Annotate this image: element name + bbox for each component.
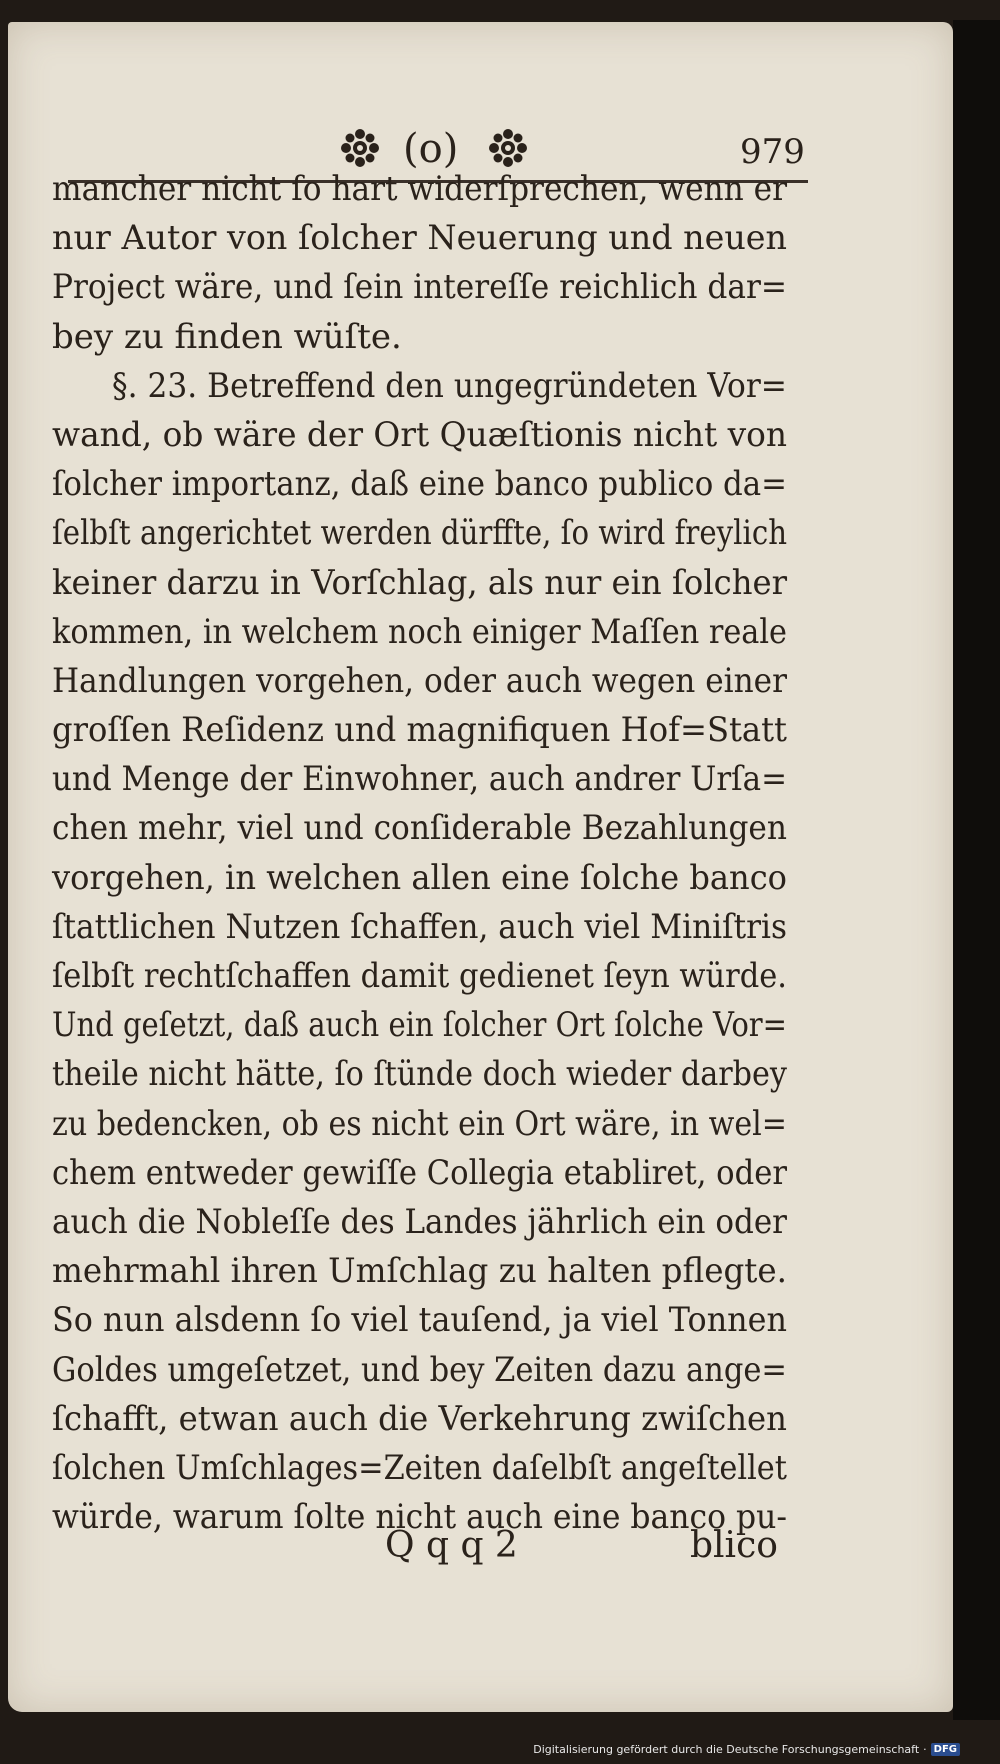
text-line: vorgehen, in welchen allen eine ſolche banco (52, 857, 787, 898)
dfg-logo: DFG (931, 1743, 960, 1756)
page-footer (60, 1525, 790, 1585)
text-line: So nun alsdenn ſo viel tauſend, ja viel Tonnen (52, 1300, 787, 1341)
body-text (52, 165, 792, 1542)
signature-mark: Q q q 2 (385, 1525, 518, 1566)
text-line: chen mehr, viel und conſiderable Bezahlungen (52, 808, 787, 849)
text-line: kommen, in welchem noch einiger Maſſen reale (52, 611, 787, 652)
text-line: ſelbſt rechtſchaffen damit gedienet ſeyn würde. (52, 956, 787, 996)
text-line: chem entweder gewiſſe Collegia etabliret, oder (52, 1152, 787, 1193)
text-line: ſolcher importanz, daß eine banco publico da= (52, 464, 787, 505)
text-line: würde, warum ſolte nicht auch eine banco pu- (52, 1497, 787, 1538)
text-line: §. 23. Betreffend den ungegründeten Vor= (112, 365, 787, 406)
header-marker: (o) (403, 126, 459, 172)
text-line: ſchafft, etwan auch die Verkehrung zwiſchen (52, 1398, 787, 1439)
catchword: blico (690, 1525, 778, 1566)
text-line: theile nicht hätte, ſo ſtünde doch wieder darbey (52, 1054, 787, 1095)
credit-separator: · (923, 1743, 927, 1756)
rosette-ornament-icon (488, 128, 528, 168)
rosette-ornament-icon (340, 128, 380, 168)
text-line: zu bedencken, ob es nicht ein Ort wäre, in wel= (52, 1103, 787, 1144)
digitization-credit (533, 1743, 960, 1756)
credit-text: Digitalisierung gefördert durch die Deutsche Forschungsgemeinschaft (533, 1743, 920, 1756)
text-line: ſtattlichen Nutzen ſchaffen, auch viel Miniſtris (52, 906, 787, 947)
text-line: Handlungen vorgehen, oder auch wegen einer (52, 660, 787, 701)
text-line: auch die Nobleſſe des Landes jährlich ein oder (52, 1201, 787, 1242)
text-line: bey zu finden wüſte. (52, 316, 402, 357)
text-line: groſſen Reſidenz und magnifiquen Hof=Statt (52, 710, 787, 751)
text-line: mehrmahl ihren Umſchlag zu halten pflegte. (52, 1251, 787, 1292)
text-line: ſolchen Umſchlages=Zeiten daſelbſt angeſtellet (52, 1447, 787, 1488)
text-line: Goldes umgeſetzet, und bey Zeiten dazu ange= (52, 1349, 787, 1390)
text-line: nur Autor von ſolcher Neuerung und neuen (52, 218, 787, 259)
text-line: keiner darzu in Vorſchlag, als nur ein ſolcher (52, 562, 787, 603)
text-line: Und geſetzt, daß auch ein ſolcher Ort ſolche Vor= (52, 1005, 787, 1046)
book-edge (953, 20, 1000, 1720)
text-line: mancher nicht ſo hart widerſprechen, wenn er (52, 169, 787, 209)
page-number: 979 (740, 132, 805, 172)
text-line: Project wäre, und ſein intereſſe reichlich dar= (52, 267, 787, 308)
text-line: wand, ob wäre der Ort Quæſtionis nicht von (52, 414, 787, 455)
text-line: und Menge der Einwohner, auch andrer Urſa= (52, 759, 787, 800)
text-line: ſelbſt angerichtet werden dürffte, ſo wird freylich (52, 513, 787, 554)
